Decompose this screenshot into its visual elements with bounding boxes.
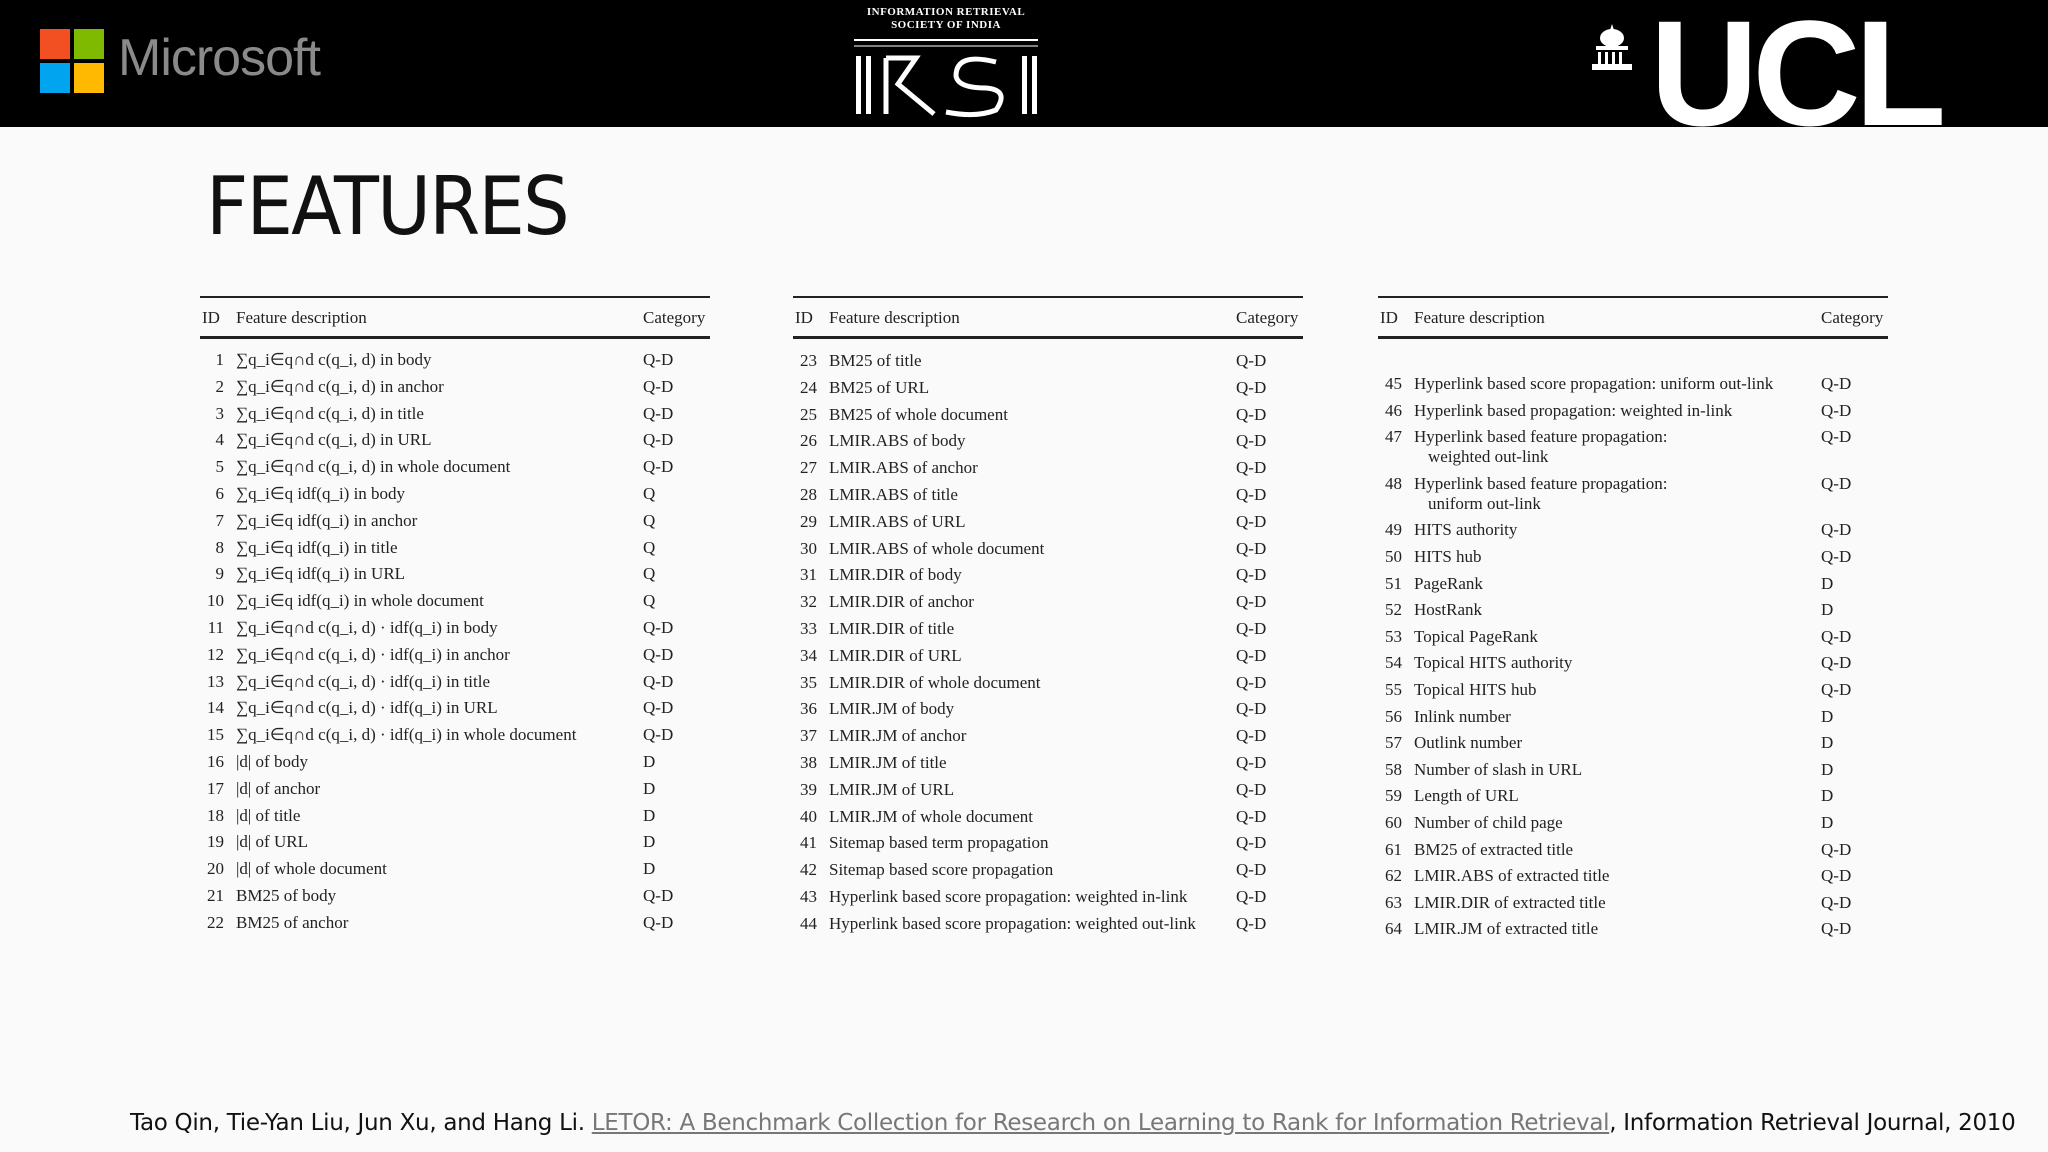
citation [130,1110,2015,1136]
row-id: 57 [1385,733,1402,753]
row-description [236,779,320,799]
row-description [1414,547,1482,567]
row-category: Q-D [1821,427,1852,447]
row-category: D [643,832,656,852]
row-category: D [643,859,656,879]
row-id: 6 [215,484,224,503]
row-category: D [1821,573,1834,593]
row-description-line1: ∑q_i∈q∩d c(q_i, d) in body [236,350,432,369]
row-id: 13 [207,671,224,691]
row-description [829,887,1187,907]
irsi-emblem-icon [846,32,1046,120]
row-description-line1: Topical HITS hub [1414,679,1537,699]
header-category: Category [1821,308,1884,327]
row-description-line1: |d| of URL [236,832,308,852]
row-id: 18 [207,805,224,825]
row-description [1414,627,1538,647]
row-category: D [643,805,656,825]
row-description-line1: ∑q_i∈q idf(q_i) in whole document [236,591,484,611]
row-description-line1: Hyperlink based propagation: weighted in-link [1414,400,1733,420]
row-description [1414,813,1563,833]
row-description [236,698,498,718]
row-description-line1: PageRank [1414,573,1483,593]
row-description [236,538,398,558]
row-id: 23 [800,351,817,370]
row-id: 35 [800,672,817,692]
row-category: Q [643,484,656,503]
row-description-line1: LMIR.JM of URL [829,779,955,799]
row-description [829,646,962,666]
row-id: 5 [215,457,224,477]
row-category: Q-D [1821,892,1852,912]
row-description [829,673,1041,693]
row-id: 25 [800,404,817,424]
row-description-line1: ∑q_i∈q∩d c(q_i, d) · idf(q_i) in title [236,671,491,691]
row-description [829,619,954,639]
row-description [829,780,954,800]
slide-title: FEATURES [206,160,568,253]
row-description-line1: BM25 of URL [829,377,930,397]
microsoft-wordmark: Microsoft [118,29,320,87]
row-description-line1: ∑q_i∈q∩d c(q_i, d) · idf(q_i) in anchor [236,644,510,664]
row-description [1414,600,1482,620]
row-description-line1: LMIR.JM of body [829,699,955,719]
header-id: ID [202,308,220,327]
row-id: 34 [800,645,817,665]
row-description-line1: LMIR.JM of title [829,753,947,772]
row-category: Q-D [1821,839,1852,859]
row-description [829,458,978,478]
row-category: Q-D [1236,806,1267,826]
row-description [1414,893,1606,913]
row-category: Q-D [643,430,674,450]
row-id: 24 [800,377,817,397]
row-id: 48 [1385,473,1402,493]
row-category: Q-D [643,376,674,396]
row-id: 4 [215,430,224,450]
row-description [1414,401,1732,421]
row-category: Q-D [1236,887,1267,906]
header-category: Category [643,308,706,327]
row-category: D [1821,786,1834,806]
row-description [829,833,1049,853]
row-id: 21 [207,886,224,905]
row-id: 47 [1385,427,1402,447]
row-category: Q-D [1236,913,1267,933]
row-category: D [1821,600,1834,620]
row-category: Q-D [643,644,674,664]
irsi-logo [846,6,1046,122]
row-id: 45 [1385,374,1402,393]
row-description-line1: ∑q_i∈q∩d c(q_i, d) · idf(q_i) in whole document [236,725,577,745]
row-description [236,672,490,692]
row-description-line1: HITS authority [1414,520,1518,540]
row-description-line1: |d| of anchor [236,778,321,798]
row-category: Q-D [1821,473,1852,493]
row-description [236,645,510,665]
row-description-line1: Hyperlink based feature propagation: [1414,473,1668,493]
row-id: 58 [1385,759,1402,779]
row-category: Q-D [643,725,674,745]
row-description-line1: HostRank [1414,600,1482,620]
row-description [1414,474,1668,514]
row-description [829,914,1196,934]
row-id: 27 [800,458,817,478]
row-description-line1: ∑q_i∈q idf(q_i) in anchor [236,510,418,530]
row-description [1414,520,1517,540]
row-description-line1: BM25 of anchor [236,912,349,932]
row-category: Q-D [1236,699,1267,719]
feature-table-1 [200,296,710,946]
irsi-line1: INFORMATION RETRIEVAL [866,6,1026,18]
row-description-line1: ∑q_i∈q∩d c(q_i, d) · idf(q_i) in URL [236,698,498,718]
row-description [1414,840,1573,860]
row-category: Q-D [1236,833,1267,853]
row-category: Q-D [1236,753,1267,772]
row-category: Q-D [1236,592,1267,612]
citation-link[interactable]: LETOR: A Benchmark Collection for Research on Learning to Rank for Information Retrieval [591,1110,1610,1136]
row-category: Q-D [1236,672,1267,692]
row-description-line1: BM25 of title [829,351,922,370]
row-category: Q-D [1236,619,1267,638]
ucl-portico-icon [1590,22,1634,72]
row-description [236,564,405,584]
row-description-line1: ∑q_i∈q∩d c(q_i, d) · idf(q_i) in body [236,618,498,637]
row-description [236,457,510,477]
row-description-line1: LMIR.ABS of title [829,485,958,504]
row-category: Q-D [643,698,674,718]
row-description-line1: Hyperlink based feature propagation: [1414,427,1668,447]
row-description-line1: LMIR.JM of anchor [829,726,967,746]
row-description [1414,786,1519,806]
row-description-line1: LMIR.ABS of extracted title [1414,866,1610,886]
row-description [1414,653,1572,673]
table-rule-mid [200,336,710,339]
row-description-line1: Hyperlink based score propagation: weighted out-link [829,913,1196,933]
row-description [1414,574,1483,594]
row-description [829,431,965,451]
row-description-line1: Outlink number [1414,733,1523,753]
row-category: Q-D [1236,431,1267,451]
row-description [829,565,962,585]
row-id: 59 [1385,786,1402,806]
row-description [1414,707,1511,727]
row-category: Q-D [1236,458,1267,478]
citation-suffix: , Information Retrieval Journal, 2010 [1609,1110,2016,1136]
row-description-line1: Hyperlink based score propagation: weighted in-link [829,887,1188,906]
row-id: 12 [207,644,224,664]
row-category: Q [643,591,656,611]
row-description-line1: ∑q_i∈q idf(q_i) in body [236,484,406,503]
row-description [829,405,1008,425]
row-description-line1: LMIR.JM of extracted title [1414,919,1599,939]
row-description [1414,680,1537,700]
row-description-line1: LMIR.DIR of body [829,565,962,585]
row-id: 29 [800,511,817,531]
row-id: 28 [800,485,817,504]
row-category: D [1821,706,1834,726]
row-description-line1: LMIR.JM of whole document [829,806,1033,826]
row-description-line1: ∑q_i∈q idf(q_i) in URL [236,564,406,584]
row-description-line1: BM25 of whole document [829,404,1008,424]
row-description [829,378,929,398]
row-description [236,859,387,879]
row-id: 50 [1385,546,1402,566]
row-id: 22 [207,912,224,932]
row-category: Q-D [1821,653,1852,673]
row-category: Q-D [1821,374,1852,393]
row-category: Q-D [643,403,674,423]
header-category: Category [1236,308,1299,327]
row-id: 16 [207,752,224,771]
header-bar [0,0,2048,157]
row-description [829,753,947,773]
row-id: 36 [800,699,817,719]
row-description [236,404,424,424]
row-id: 1 [215,350,224,369]
row-id: 14 [207,698,224,718]
row-id: 15 [207,725,224,745]
row-description-line1: Topical HITS authority [1414,653,1573,673]
row-id: 8 [215,537,224,557]
row-category: Q [643,564,656,584]
row-id: 53 [1385,626,1402,646]
row-description-line1: |d| of title [236,805,301,825]
row-category: Q-D [1236,404,1267,424]
row-description-line1: LMIR.DIR of title [829,619,955,638]
row-category: Q [643,510,656,530]
row-id: 7 [215,510,224,530]
row-id: 2 [215,376,224,396]
row-id: 38 [800,753,817,772]
row-description [829,351,922,371]
row-description [236,725,576,745]
row-category: Q-D [1236,538,1267,558]
row-description [829,485,958,505]
row-category: Q-D [643,671,674,691]
row-category: Q-D [1821,866,1852,886]
row-description [236,913,348,933]
row-description [829,726,966,746]
row-id: 51 [1385,573,1402,593]
row-category: Q-D [643,457,674,477]
header-desc: Feature description [1414,308,1545,327]
row-description-line1: BM25 of extracted title [1414,839,1574,859]
row-description [829,699,954,719]
row-description-line1: BM25 of body [236,886,337,905]
row-category: Q-D [1236,511,1267,531]
table-rule-top [793,296,1303,298]
row-description-line1: ∑q_i∈q∩d c(q_i, d) in title [236,403,424,423]
row-description [829,539,1044,559]
row-description [1414,733,1522,753]
table-rule-top [1378,296,1888,298]
row-id: 11 [207,618,224,637]
row-category: Q-D [1821,520,1852,540]
row-description [829,807,1033,827]
row-description [1414,866,1609,886]
row-description [236,752,308,772]
header-desc: Feature description [236,308,367,327]
row-description [829,860,1053,880]
row-category: Q-D [1236,645,1267,665]
row-description [1414,374,1773,394]
row-id: 43 [800,887,817,906]
ucl-logo [1590,0,1990,157]
feature-table-3 [1378,296,1888,946]
row-category: Q-D [1236,351,1267,370]
row-category: Q-D [643,618,674,637]
header-desc: Feature description [829,308,960,327]
row-description-line1: LMIR.ABS of URL [829,511,966,531]
row-description-line1: Hyperlink based score propagation: uniform out-link [1414,374,1774,393]
row-description [236,886,336,906]
row-description-line1: LMIR.DIR of anchor [829,592,974,612]
row-description [1414,919,1598,939]
row-description [236,618,498,638]
row-id: 9 [215,564,224,584]
row-description [1414,760,1582,780]
row-category: Q-D [643,912,674,932]
row-id: 19 [207,832,224,852]
row-description-line1: Inlink number [1414,706,1511,726]
row-id: 39 [800,779,817,799]
table-rule-mid [1378,336,1888,339]
irsi-line2: SOCIETY OF INDIA [891,19,1001,31]
table-rule-top [200,296,710,298]
row-id: 40 [800,806,817,826]
row-id: 32 [800,592,817,612]
row-id: 55 [1385,679,1402,699]
row-id: 37 [800,726,817,746]
row-description-line1: LMIR.DIR of URL [829,645,962,665]
row-category: Q-D [1236,726,1267,746]
row-id: 42 [800,860,817,880]
row-description-line1: |d| of body [236,752,308,771]
row-description [236,377,444,397]
row-description [236,832,308,852]
row-description [236,484,405,504]
row-category: Q-D [1821,919,1852,939]
header-id: ID [795,308,813,327]
row-description-line1: Number of child page [1414,812,1563,832]
row-category: D [1821,812,1834,832]
row-id: 56 [1385,706,1402,726]
row-description [829,512,965,532]
row-id: 20 [207,859,224,879]
row-description-line1: LMIR.ABS of body [829,431,966,451]
row-category: Q-D [1236,779,1267,799]
row-description [236,350,432,370]
feature-table-2 [793,296,1303,946]
row-id: 10 [207,591,224,611]
row-description-line1: Sitemap based score propagation [829,860,1054,880]
microsoft-logo-icon [40,29,104,93]
row-description-line1: ∑q_i∈q∩d c(q_i, d) in URL [236,430,432,450]
row-description-line1: LMIR.ABS of whole document [829,538,1045,558]
row-category: Q-D [643,886,674,905]
row-category: D [643,778,656,798]
citation-authors: Tao Qin, Tie-Yan Liu, Jun Xu, and Hang Li. [130,1110,592,1136]
row-id: 62 [1385,866,1402,886]
row-id: 33 [800,619,817,638]
table-rule-mid [793,336,1303,339]
row-category: Q-D [1821,400,1852,420]
ucl-wordmark: UCL [1650,0,1941,157]
row-description [236,591,484,611]
row-description-line1: ∑q_i∈q∩d c(q_i, d) in whole document [236,457,511,477]
row-description-line2: uniform out-link [1428,493,1541,513]
row-description-line1: ∑q_i∈q idf(q_i) in title [236,537,398,557]
row-description-line2: weighted out-link [1428,447,1549,467]
row-description-line1: HITS hub [1414,546,1482,566]
row-id: 44 [800,913,817,933]
row-id: 26 [800,431,817,451]
row-id: 41 [800,833,817,853]
row-description-line1: LMIR.ABS of anchor [829,458,978,478]
row-description-line1: LMIR.DIR of whole document [829,672,1041,692]
row-id: 49 [1385,520,1402,540]
row-description [829,592,974,612]
row-description-line1: Topical PageRank [1414,626,1538,646]
row-category: D [1821,733,1834,753]
row-id: 17 [207,778,224,798]
row-id: 30 [800,538,817,558]
row-description [236,430,432,450]
row-description-line1: Length of URL [1414,786,1519,806]
row-category: Q [643,537,656,557]
header-id: ID [1380,308,1398,327]
row-id: 3 [215,403,224,423]
row-category: Q-D [643,350,674,369]
row-category: Q-D [1236,860,1267,880]
row-id: 63 [1385,892,1402,912]
row-description-line1: ∑q_i∈q∩d c(q_i, d) in anchor [236,376,444,396]
row-id: 52 [1385,600,1402,620]
row-id: 54 [1385,653,1402,673]
row-description [1414,427,1668,467]
row-category: Q-D [1821,546,1852,566]
row-id: 46 [1385,400,1402,420]
row-id: 60 [1385,812,1402,832]
row-category: Q-D [1821,626,1852,646]
row-category: D [643,752,656,771]
row-description-line1: |d| of whole document [236,859,387,879]
row-id: 64 [1385,919,1402,939]
row-id: 31 [800,565,817,585]
row-description-line1: Number of slash in URL [1414,759,1583,779]
row-category: Q-D [1236,565,1267,585]
row-description-line1: LMIR.DIR of extracted title [1414,892,1606,912]
row-category: Q-D [1236,377,1267,397]
row-description [236,806,300,826]
row-description [236,511,417,531]
row-id: 61 [1385,839,1402,859]
row-category: Q-D [1236,485,1267,504]
row-category: D [1821,759,1834,779]
row-category: Q-D [1821,679,1852,699]
row-description-line1: Sitemap based term propagation [829,833,1049,853]
